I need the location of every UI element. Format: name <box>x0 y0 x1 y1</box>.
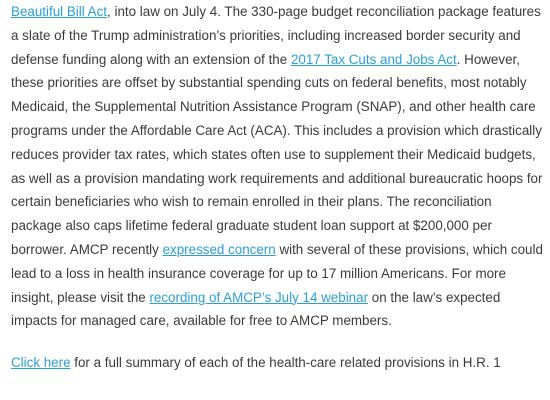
paragraph-text: . However, these priorities are offset by substantial spending cuts on federal benefits, most notably Medicaid, the Supplemental Nutrition Assistance Program (SNAP), and other health care programs under the Affordable Care Act (ACA). This includes a provision which drastically reduces provider tax rates, which states often use to supplement their Medicaid budgets, as well as a provision mandating work requirements and additional bureaucratic hoops for certain beneficiaries who wish to remain enrolled in their plans. The reconciliation package also caps lifetime federal graduate student loan support at $200,000 per borrower. AMCP recently <box>11 51 543 257</box>
paragraph-text: for a full summary of each of the health-care related provisions in H.R. 1 <box>70 355 501 371</box>
click-here-link[interactable]: Click here <box>11 355 71 371</box>
tax-cuts-jobs-act-link[interactable]: 2017 Tax Cuts and Jobs Act <box>290 51 457 67</box>
article-paragraph <box>11 351 543 375</box>
expressed-concern-link[interactable]: expressed concern <box>162 241 276 257</box>
article-paragraph <box>11 0 543 333</box>
big-beautiful-bill-act-link[interactable]: Beautiful Bill Act <box>11 4 108 19</box>
paragraph-text: on the law’s expected impacts for managed care, available for free to AMCP members. <box>11 289 501 329</box>
paragraph-text: , into law on July 4. The 330-page budget reconciliation package features a slate of the Trump administration’s priorities, including increased border security and defense funding along with an extension of the <box>11 4 541 67</box>
article-body <box>11 0 543 375</box>
webinar-recording-link[interactable]: recording of AMCP’s July 14 webinar <box>149 289 369 305</box>
paragraph-text: with several of these provisions, which could lead to a loss in health insurance coverage for up to 17 million Americans. For more insight, please visit the <box>11 241 543 305</box>
